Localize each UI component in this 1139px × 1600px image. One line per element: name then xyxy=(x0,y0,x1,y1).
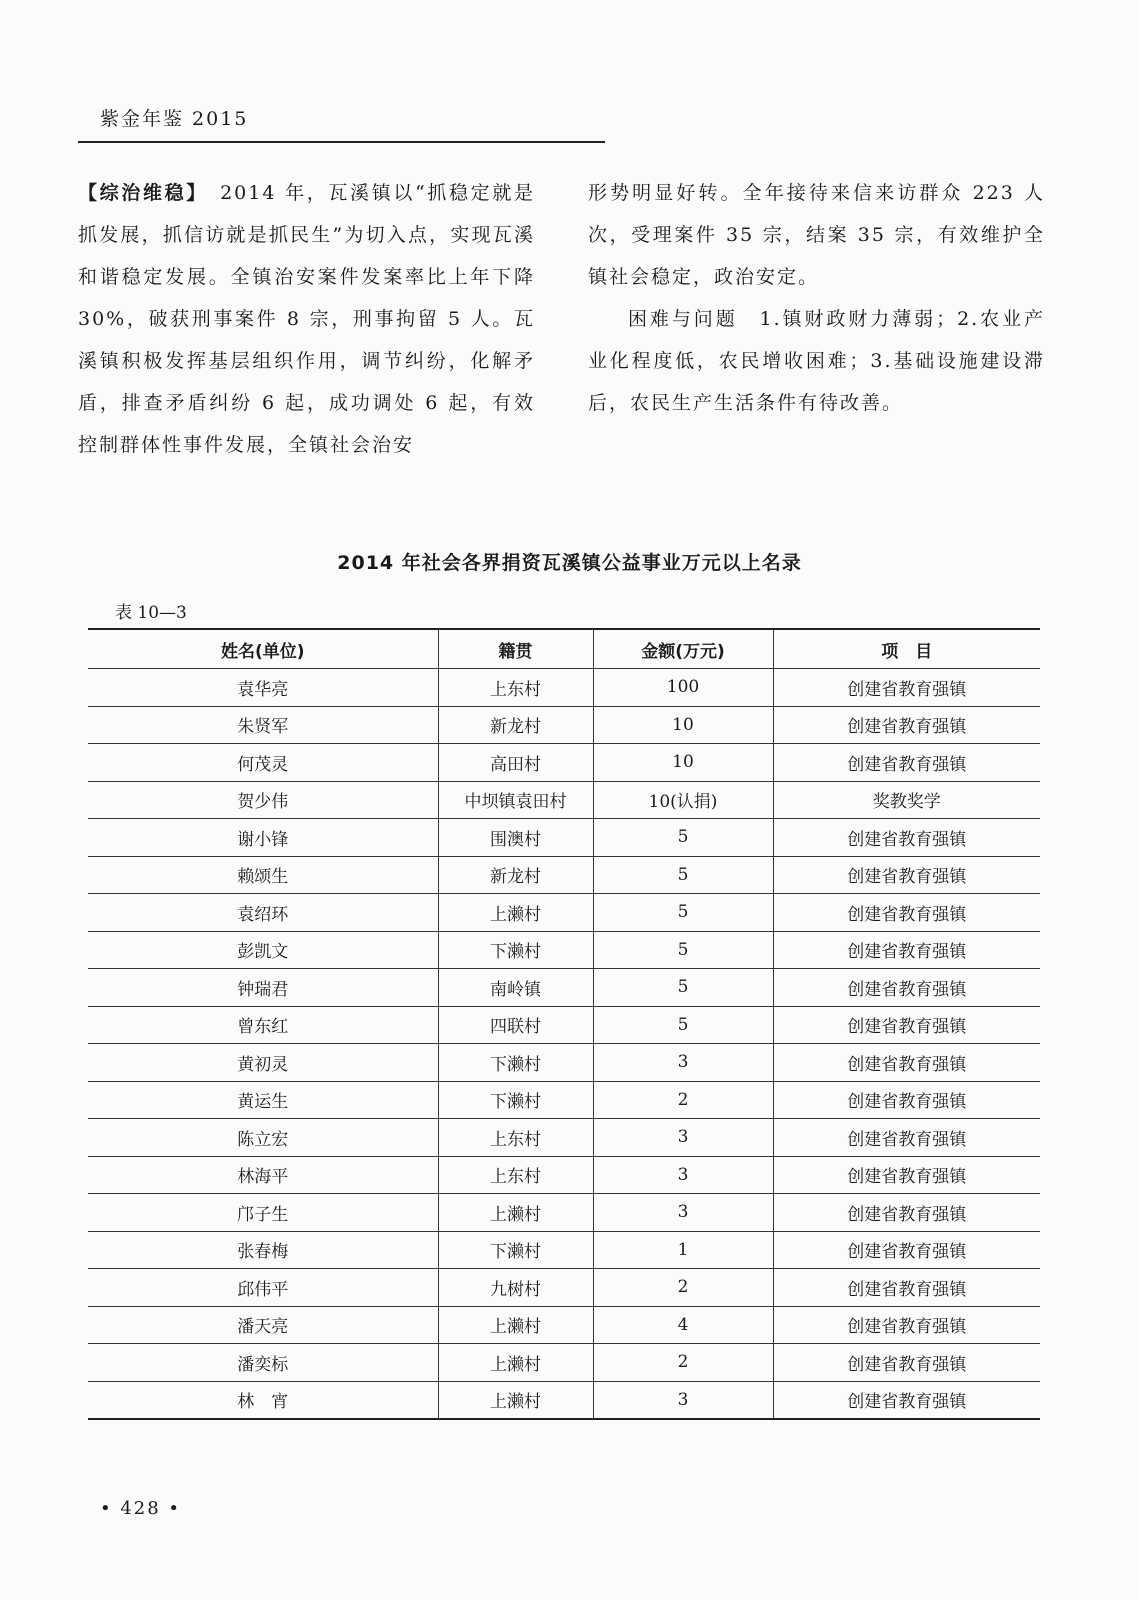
origin-cell: 新龙村 xyxy=(438,856,593,894)
header-name: 姓名(单位) xyxy=(88,629,438,669)
amount-cell: 100 xyxy=(593,669,773,707)
amount-cell: 3 xyxy=(593,1044,773,1082)
amount-cell: 3 xyxy=(593,1156,773,1194)
amount-cell: 2 xyxy=(593,1344,773,1382)
project-cell: 创建省教育强镇 xyxy=(773,1006,1040,1044)
donor-name-cell: 潘天亮 xyxy=(88,1306,438,1344)
comprehensive-governance-paragraph xyxy=(78,172,535,466)
project-cell: 创建省教育强镇 xyxy=(773,1269,1040,1307)
section-tag: 【综治维稳】 xyxy=(78,182,199,204)
amount-cell: 10 xyxy=(593,706,773,744)
origin-cell: 四联村 xyxy=(438,1006,593,1044)
header-rule xyxy=(78,141,605,143)
origin-cell: 上濑村 xyxy=(438,1344,593,1382)
origin-cell: 上东村 xyxy=(438,669,593,707)
origin-cell: 上东村 xyxy=(438,1156,593,1194)
table-row xyxy=(88,669,1040,707)
donor-name-cell: 林 宵 xyxy=(88,1381,438,1419)
project-cell: 创建省教育强镇 xyxy=(773,969,1040,1007)
amount-cell: 10 xyxy=(593,744,773,782)
page-number: • 428 • xyxy=(100,1498,182,1519)
donor-name-cell: 潘奕标 xyxy=(88,1344,438,1382)
table-row xyxy=(88,744,1040,782)
running-header: 紫金年鉴 2015 xyxy=(100,108,249,130)
header-project: 项 目 xyxy=(773,629,1040,669)
donor-name-cell: 陈立宏 xyxy=(88,1119,438,1157)
project-cell: 奖教奖学 xyxy=(773,781,1040,819)
donor-name-cell: 林海平 xyxy=(88,1156,438,1194)
section-text: 2014 年，瓦溪镇以“抓稳定就是抓发展，抓信访就是抓民生”为切入点，实现瓦溪和谐稳定发展。全镇治安案件发案率比上年下降 30%，破获刑事案件 8 宗，刑事拘留 5 人。瓦溪镇积极发挥基层组织作用，调节纠纷，化解矛盾，排查矛盾纠纷 6 起，成功调处 6 起，有效控制群体性事件发展，全镇社会治安 xyxy=(78,182,535,456)
origin-cell: 上濑村 xyxy=(438,1194,593,1232)
amount-cell: 5 xyxy=(593,894,773,932)
donor-rows xyxy=(88,669,1040,1420)
amount-cell: 10(认捐) xyxy=(593,781,773,819)
continuation-paragraph: 形势明显好转。全年接待来信来访群众 223 人次，受理案件 35 宗，结案 35 宗，有效维护全镇社会稳定，政治安定。 xyxy=(588,182,1045,288)
donor-name-cell: 黄初灵 xyxy=(88,1044,438,1082)
donor-name-cell: 彭凯文 xyxy=(88,931,438,969)
origin-cell: 下濑村 xyxy=(438,1231,593,1269)
table-row xyxy=(88,931,1040,969)
origin-cell: 上濑村 xyxy=(438,1381,593,1419)
table-row xyxy=(88,1044,1040,1082)
project-cell: 创建省教育强镇 xyxy=(773,1194,1040,1232)
donor-name-cell: 邝子生 xyxy=(88,1194,438,1232)
origin-cell: 围澳村 xyxy=(438,819,593,857)
project-cell: 创建省教育强镇 xyxy=(773,1231,1040,1269)
project-cell: 创建省教育强镇 xyxy=(773,1344,1040,1382)
origin-cell: 下濑村 xyxy=(438,931,593,969)
amount-cell: 3 xyxy=(593,1119,773,1157)
project-cell: 创建省教育强镇 xyxy=(773,819,1040,857)
amount-cell: 2 xyxy=(593,1081,773,1119)
table-row xyxy=(88,819,1040,857)
left-column xyxy=(78,172,535,466)
table-row xyxy=(88,1119,1040,1157)
header-origin: 籍贯 xyxy=(438,629,593,669)
donor-name-cell: 黄运生 xyxy=(88,1081,438,1119)
amount-cell: 3 xyxy=(593,1194,773,1232)
amount-cell: 5 xyxy=(593,819,773,857)
table-row xyxy=(88,781,1040,819)
amount-cell: 2 xyxy=(593,1269,773,1307)
table-row xyxy=(88,894,1040,932)
project-cell: 创建省教育强镇 xyxy=(773,931,1040,969)
table-row xyxy=(88,1381,1040,1419)
donor-name-cell: 赖颂生 xyxy=(88,856,438,894)
donor-name-cell: 何茂灵 xyxy=(88,744,438,782)
project-cell: 创建省教育强镇 xyxy=(773,706,1040,744)
project-cell: 创建省教育强镇 xyxy=(773,1119,1040,1157)
table-row xyxy=(88,706,1040,744)
origin-cell: 中坝镇袁田村 xyxy=(438,781,593,819)
project-cell: 创建省教育强镇 xyxy=(773,894,1040,932)
table-row xyxy=(88,1269,1040,1307)
right-column xyxy=(588,172,1045,424)
donor-name-cell: 袁绍环 xyxy=(88,894,438,932)
table-header-row xyxy=(88,629,1040,669)
donor-name-cell: 曾东红 xyxy=(88,1006,438,1044)
project-cell: 创建省教育强镇 xyxy=(773,1381,1040,1419)
donor-table xyxy=(88,628,1040,1420)
donor-name-cell: 钟瑞君 xyxy=(88,969,438,1007)
header-amount: 金额(万元) xyxy=(593,629,773,669)
table-row xyxy=(88,1006,1040,1044)
amount-cell: 4 xyxy=(593,1306,773,1344)
table-row xyxy=(88,969,1040,1007)
origin-cell: 上濑村 xyxy=(438,894,593,932)
table-row xyxy=(88,1156,1040,1194)
problems-paragraph: 困难与问题 1.镇财政财力薄弱；2.农业产业化程度低，农民增收困难；3.基础设施建设滞后，农民生产生活条件有待改善。 xyxy=(588,308,1045,414)
project-cell: 创建省教育强镇 xyxy=(773,856,1040,894)
origin-cell: 上东村 xyxy=(438,1119,593,1157)
project-cell: 创建省教育强镇 xyxy=(773,1156,1040,1194)
donor-name-cell: 谢小锋 xyxy=(88,819,438,857)
table-row xyxy=(88,1081,1040,1119)
amount-cell: 5 xyxy=(593,969,773,1007)
amount-cell: 5 xyxy=(593,856,773,894)
table-row xyxy=(88,1344,1040,1382)
origin-cell: 上濑村 xyxy=(438,1306,593,1344)
table-number: 表 10—3 xyxy=(115,603,187,623)
origin-cell: 九树村 xyxy=(438,1269,593,1307)
project-cell: 创建省教育强镇 xyxy=(773,744,1040,782)
table-row xyxy=(88,1194,1040,1232)
origin-cell: 南岭镇 xyxy=(438,969,593,1007)
donor-name-cell: 邱伟平 xyxy=(88,1269,438,1307)
origin-cell: 下濑村 xyxy=(438,1081,593,1119)
donor-name-cell: 朱贤军 xyxy=(88,706,438,744)
table-row xyxy=(88,856,1040,894)
amount-cell: 5 xyxy=(593,1006,773,1044)
amount-cell: 3 xyxy=(593,1381,773,1419)
table-title: 2014 年社会各界捐资瓦溪镇公益事业万元以上名录 xyxy=(337,552,802,574)
donor-name-cell: 贺少伟 xyxy=(88,781,438,819)
donor-name-cell: 袁华亮 xyxy=(88,669,438,707)
project-cell: 创建省教育强镇 xyxy=(773,669,1040,707)
project-cell: 创建省教育强镇 xyxy=(773,1044,1040,1082)
table-row xyxy=(88,1231,1040,1269)
amount-cell: 5 xyxy=(593,931,773,969)
table-row xyxy=(88,1306,1040,1344)
amount-cell: 1 xyxy=(593,1231,773,1269)
origin-cell: 高田村 xyxy=(438,744,593,782)
project-cell: 创建省教育强镇 xyxy=(773,1081,1040,1119)
project-cell: 创建省教育强镇 xyxy=(773,1306,1040,1344)
origin-cell: 下濑村 xyxy=(438,1044,593,1082)
origin-cell: 新龙村 xyxy=(438,706,593,744)
donor-name-cell: 张春梅 xyxy=(88,1231,438,1269)
